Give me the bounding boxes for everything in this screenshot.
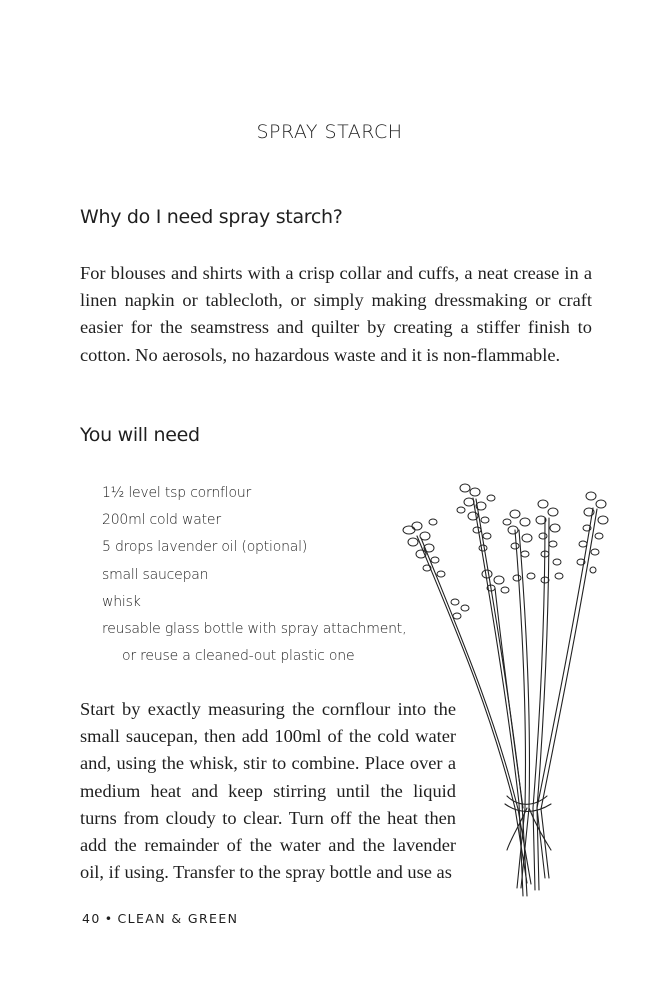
twine-tie — [507, 796, 547, 804]
you-will-need-heading: You will need — [80, 424, 200, 446]
lavender-stem — [537, 518, 549, 890]
twine-tie — [529, 808, 551, 850]
page-footer — [82, 911, 238, 926]
book-title: CLEAN & GREEN — [117, 911, 239, 926]
lavender-stem — [541, 509, 597, 878]
method-paragraph: Start by exactly measuring the cornflour into the small saucepan, then add 100ml of the cold water and, using the whisk, stir to combine. Place over a medium heat and keep stirring until the liquid turns from cloudy to clear. Turn off the heat then add the remainder of the water and the lavender oil, if using. Transfer to the spray bottle and use as — [80, 699, 456, 883]
lavender-flower-head — [503, 510, 532, 557]
lavender-stem — [473, 498, 523, 896]
ingredient-item-continuation: or reuse a cleaned-out plastic one — [122, 648, 355, 665]
twine-tie — [505, 804, 551, 812]
footer-separator: • — [104, 911, 114, 926]
ingredient-item: reusable glass bottle with spray attachment, — [102, 621, 407, 638]
intro-paragraph: For blouses and shirts with a crisp collar and cuffs, a neat crease in a linen napkin or tablecloth, or simply making dressmaking or craft easier for the seamstress and quilter by creating a stiffer finish to cotton. No aerosols, no hazardous waste and it is non-flammable. — [80, 263, 592, 365]
ingredient-item: 5 drops lavender oil (optional) — [102, 539, 308, 556]
ingredient-item: 200ml cold water — [102, 512, 221, 529]
why-heading: Why do I need spray starch? — [80, 206, 343, 228]
lavender-flower-head — [403, 519, 445, 577]
chapter-title: SPRAY STARCH — [256, 121, 403, 143]
lavender-flower-head — [577, 492, 608, 573]
lavender-flower-head — [451, 599, 469, 619]
ingredient-item: 1½ level tsp cornflour — [102, 485, 252, 501]
page-number: 40 — [82, 911, 101, 926]
ingredient-item: whisk — [102, 593, 141, 610]
ingredient-item: small saucepan — [102, 566, 209, 583]
lavender-stem — [417, 536, 527, 883]
ingredient-list — [102, 480, 406, 670]
lavender-bouquet-illustration — [395, 478, 625, 903]
